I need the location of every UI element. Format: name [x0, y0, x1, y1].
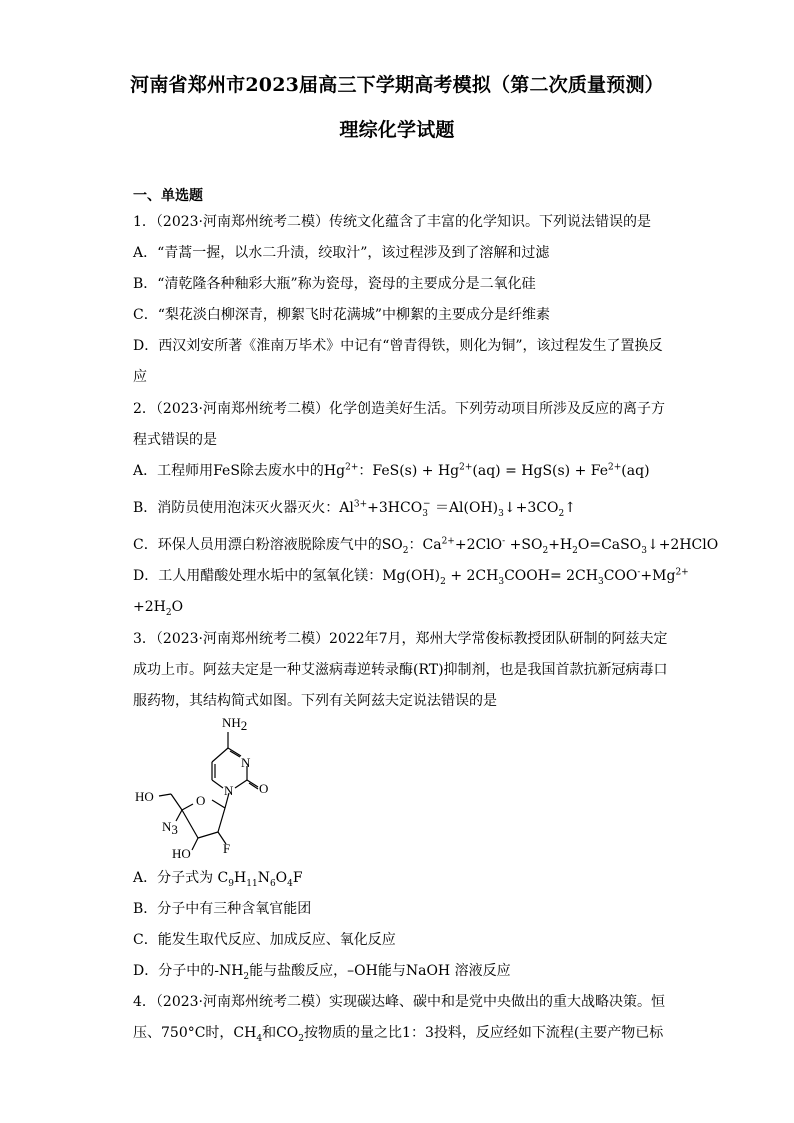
q3-option-d: D．分子中的$-NH_2$能与盐酸反应，–OH能与NaOH 溶液反应	[133, 963, 511, 982]
q1-option-d-cont: 应	[133, 369, 147, 385]
q3-option-a: A．分子式为 $C_9H_{11}N_6O_4F$	[133, 870, 303, 889]
q1-option-c: C．“梨花淡白柳深青，柳絮飞时花满城”中柳絮的主要成分是纤维素	[133, 307, 551, 323]
q2-option-c: C．环保人员用漂白粉溶液脱除废气中的$SO_2$：$Ca^{2+}+2ClO^-$ $+SO_2+H_2O=CaSO_3↓+2HClO$	[133, 536, 719, 556]
ring-o-label: O	[196, 793, 206, 808]
q1-option-d: D．西汉刘安所著《淮南万毕术》中记有“曾青得铁，则化为铜”，该过程发生了置换反	[133, 338, 663, 354]
q3-stem-cont1: 成功上市。阿兹夫定是一种艾滋病毒逆转录酶(RT)抑制剂，也是我国首款抗新冠病毒口	[133, 662, 668, 678]
azvudine-structure-diagram	[126, 710, 286, 865]
q2-stem: 2．（2023·河南郑州统考二模）化学创造美好生活。下列劳动项目所涉及反应的离子方	[133, 401, 665, 417]
q2-option-a: A．工程师用FeS除去废水中的$Hg^{2+}$：$FeS(s) + Hg^{2+}(aq) = HgS(s) + Fe^{2+}(aq)$	[133, 462, 650, 479]
q3-option-b: B．分子中有三种含氧官能团	[133, 901, 312, 917]
document-title-line2: 理综化学试题	[339, 119, 455, 141]
q2-option-d: D．工人用醋酸处理水垢中的氢氧化镁：$Mg(OH)_2$ + $2CH_3COOH= 2CH_3COO^-+Mg^{2+}$	[133, 567, 689, 587]
hydroxymethyl-label: HO	[135, 789, 154, 804]
nh2-label: NH2	[222, 715, 248, 733]
q3-stem: 3．（2023·河南郑州统考二模）2022年7月，郑州大学常俊标教授团队研制的阿兹夫定	[133, 631, 668, 647]
fluorine-label: F	[223, 841, 231, 856]
q1-option-b: B．“清乾隆各种釉彩大瓶”称为瓷母，瓷母的主要成分是二氧化硅	[133, 276, 536, 292]
azide-label: N3	[162, 819, 178, 837]
q3-option-c: C．能发生取代反应、加成反应、氧化反应	[133, 932, 396, 948]
q2-option-d-cont: $+2H_2O$	[133, 599, 184, 618]
ring-n-label: N	[241, 755, 251, 770]
q1-stem: 1．（2023·河南郑州统考二模）传统文化蕴含了丰富的化学知识。下列说法错误的是	[133, 214, 651, 230]
hydroxyl-label: HO	[172, 846, 191, 861]
q2-option-b: B．消防员使用泡沫灭火器灭火：$Al^{3+}+3HCO_3^-$ $=Al(OH)_3↓+3CO_2↑$	[133, 499, 576, 519]
q4-stem-cont: 压、750°C时，$CH_4$和$CO_2$按物质的量之比1：3投料，反应经如下流程(主要产物已标	[133, 1025, 664, 1044]
n1-label: N	[224, 783, 234, 798]
q3-stem-cont2: 服药物，其结构简式如图。下列有关阿兹夫定说法错误的是	[133, 693, 497, 709]
section-heading: 一、单选题	[133, 188, 203, 204]
carbonyl-o-label: O	[259, 781, 269, 796]
document-title-line1: 河南省郑州市2023届高三下学期高考模拟（第二次质量预测）	[130, 74, 664, 96]
q4-stem: 4．（2023·河南郑州统考二模）实现碳达峰、碳中和是党中央做出的重大战略决策。恒	[133, 994, 665, 1010]
q2-stem-cont: 程式错误的是	[133, 432, 217, 448]
q1-option-a: A．“青蒿一握，以水二升渍，绞取汁”，该过程涉及到了溶解和过滤	[133, 245, 550, 261]
